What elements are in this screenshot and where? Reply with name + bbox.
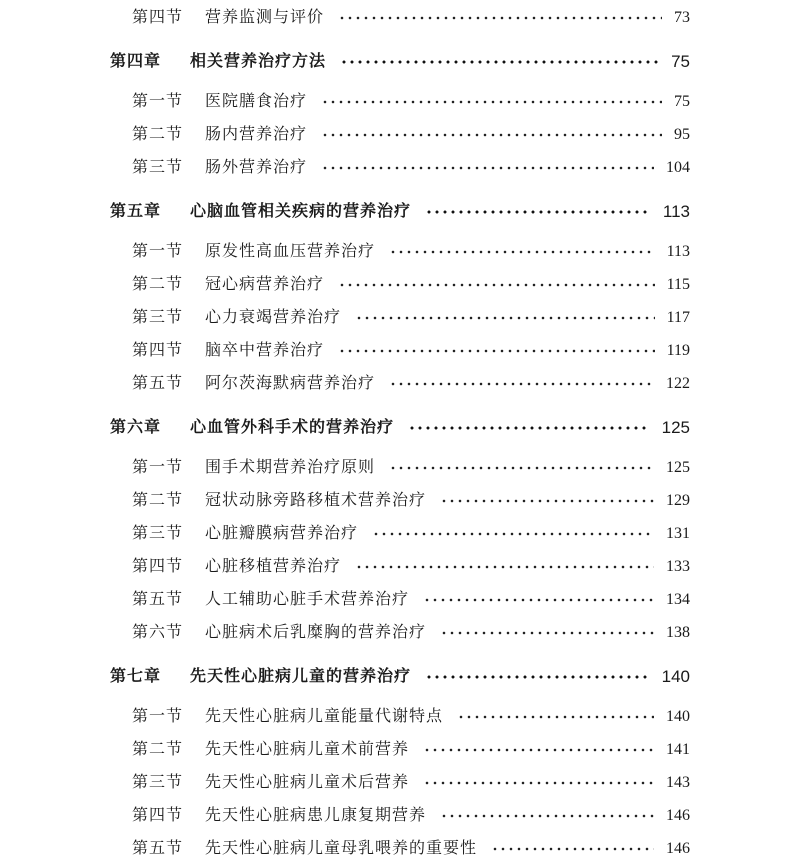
- page-number: 138: [666, 624, 690, 641]
- page-number: 95: [674, 126, 690, 143]
- section-title: 医院膳食治疗: [205, 93, 308, 110]
- section-title: 先天性心脏病儿童母乳喂养的重要性: [205, 840, 478, 857]
- page-number: 141: [666, 741, 690, 758]
- page-number: 73: [674, 9, 690, 26]
- section-title: 营养监测与评价: [205, 9, 325, 26]
- dot-leader: [440, 630, 654, 636]
- section-title: 冠状动脉旁路移植术营养治疗: [205, 492, 427, 509]
- toc-section-entry: [0, 521, 690, 547]
- section-number: 第四节: [132, 558, 184, 575]
- page-number: 75: [674, 93, 690, 110]
- chapter-title: 心脑血管相关疾病的营养治疗: [190, 202, 412, 220]
- section-number: 第三节: [132, 309, 184, 326]
- toc-section-entry: [0, 620, 690, 646]
- section-number: 第三节: [132, 159, 184, 176]
- chapter-title: 心血管外科手术的营养治疗: [190, 418, 395, 436]
- page-number: 140: [666, 708, 690, 725]
- section-number: 第四节: [132, 9, 184, 26]
- toc-section-entry: [0, 122, 690, 148]
- section-title: 心力衰竭营养治疗: [205, 309, 342, 326]
- chapter-number: 第六章: [110, 418, 162, 436]
- page-number: 122: [666, 375, 690, 392]
- toc-section-entry: [0, 836, 690, 862]
- section-number: 第六节: [132, 624, 184, 641]
- dot-leader: [408, 425, 650, 431]
- section-title: 先天性心脏病儿童术前营养: [205, 741, 410, 758]
- section-title: 先天性心脏病患儿康复期营养: [205, 807, 427, 824]
- dot-leader: [389, 381, 654, 387]
- page-number: 119: [666, 342, 690, 359]
- dot-leader: [338, 348, 655, 354]
- dot-leader: [321, 132, 662, 138]
- chapter-title: 相关营养治疗方法: [190, 52, 327, 70]
- section-title: 心脏瓣膜病营养治疗: [205, 525, 359, 542]
- toc-chapter-entry: [0, 49, 690, 75]
- chapter-title: 先天性心脏病儿童的营养治疗: [190, 667, 412, 685]
- toc-section-entry: [0, 488, 690, 514]
- toc-section-entry: [0, 305, 690, 331]
- page-number: 115: [666, 276, 690, 293]
- toc-section-entry: [0, 155, 690, 181]
- page-number: 113: [662, 201, 690, 221]
- toc-chapter-entry: [0, 199, 690, 225]
- page-number: 125: [666, 459, 690, 476]
- toc-section-entry: [0, 371, 690, 397]
- toc-section-entry: [0, 554, 690, 580]
- section-title: 肠外营养治疗: [205, 159, 308, 176]
- page-number: 143: [666, 774, 690, 791]
- section-number: 第二节: [132, 276, 184, 293]
- dot-leader: [355, 564, 654, 570]
- toc-section-entry: [0, 704, 690, 730]
- toc-section-entry: [0, 272, 690, 298]
- page-number: 133: [666, 558, 690, 575]
- toc-section-entry: [0, 338, 690, 364]
- page-number: 104: [666, 159, 690, 176]
- dot-leader: [440, 813, 654, 819]
- page-number: 134: [666, 591, 690, 608]
- dot-leader: [340, 59, 659, 65]
- toc-section-entry: [0, 455, 690, 481]
- chapter-number: 第五章: [110, 202, 162, 220]
- section-number: 第一节: [132, 459, 184, 476]
- section-number: 第一节: [132, 93, 184, 110]
- section-number: 第二节: [132, 126, 184, 143]
- dot-leader: [321, 99, 662, 105]
- section-number: 第五节: [132, 375, 184, 392]
- section-title: 肠内营养治疗: [205, 126, 308, 143]
- section-number: 第三节: [132, 525, 184, 542]
- section-number: 第五节: [132, 591, 184, 608]
- dot-leader: [425, 209, 651, 215]
- dot-leader: [425, 674, 650, 680]
- dot-leader: [423, 597, 654, 603]
- page-number: 125: [661, 417, 690, 437]
- section-title: 人工辅助心脏手术营养治疗: [205, 591, 410, 608]
- dot-leader: [338, 15, 662, 21]
- chapter-number: 第四章: [110, 52, 162, 70]
- page-number: 75: [671, 51, 690, 71]
- section-title: 脑卒中营养治疗: [205, 342, 325, 359]
- toc-chapter-entry: [0, 664, 690, 690]
- section-title: 心脏病术后乳糜胸的营养治疗: [205, 624, 427, 641]
- toc-section-entry: [0, 803, 690, 829]
- section-number: 第二节: [132, 492, 184, 509]
- page-number: 113: [666, 243, 690, 260]
- section-title: 心脏移植营养治疗: [205, 558, 342, 575]
- dot-leader: [457, 714, 654, 720]
- section-title: 先天性心脏病儿童能量代谢特点: [205, 708, 444, 725]
- page-number: 146: [666, 807, 690, 824]
- toc-section-entry: [0, 89, 690, 115]
- dot-leader: [440, 498, 654, 504]
- section-number: 第三节: [132, 774, 184, 791]
- dot-leader: [491, 846, 654, 852]
- section-number: 第四节: [132, 342, 184, 359]
- section-number: 第五节: [132, 840, 184, 857]
- toc-section-entry: [0, 770, 690, 796]
- chapter-number: 第七章: [110, 667, 162, 685]
- page-number: 146: [666, 840, 690, 857]
- page-number: 131: [666, 525, 690, 542]
- dot-leader: [338, 282, 655, 288]
- dot-leader: [321, 165, 654, 171]
- toc-section-entry: [0, 5, 690, 31]
- dot-leader: [389, 249, 655, 255]
- dot-leader: [423, 747, 654, 753]
- section-title: 围手术期营养治疗原则: [205, 459, 376, 476]
- section-number: 第四节: [132, 807, 184, 824]
- section-number: 第一节: [132, 708, 184, 725]
- dot-leader: [423, 780, 654, 786]
- page-number: 129: [666, 492, 690, 509]
- toc-chapter-entry: [0, 415, 690, 441]
- section-title: 阿尔茨海默病营养治疗: [205, 375, 376, 392]
- toc-section-entry: [0, 239, 690, 265]
- dot-leader: [355, 315, 655, 321]
- dot-leader: [372, 531, 654, 537]
- section-title: 原发性高血压营养治疗: [205, 243, 376, 260]
- toc-section-entry: [0, 587, 690, 613]
- page-number: 117: [666, 309, 690, 326]
- toc-section-entry: [0, 737, 690, 763]
- section-title: 冠心病营养治疗: [205, 276, 325, 293]
- page-number: 140: [661, 666, 690, 686]
- dot-leader: [389, 465, 654, 471]
- section-title: 先天性心脏病儿童术后营养: [205, 774, 410, 791]
- section-number: 第一节: [132, 243, 184, 260]
- section-number: 第二节: [132, 741, 184, 758]
